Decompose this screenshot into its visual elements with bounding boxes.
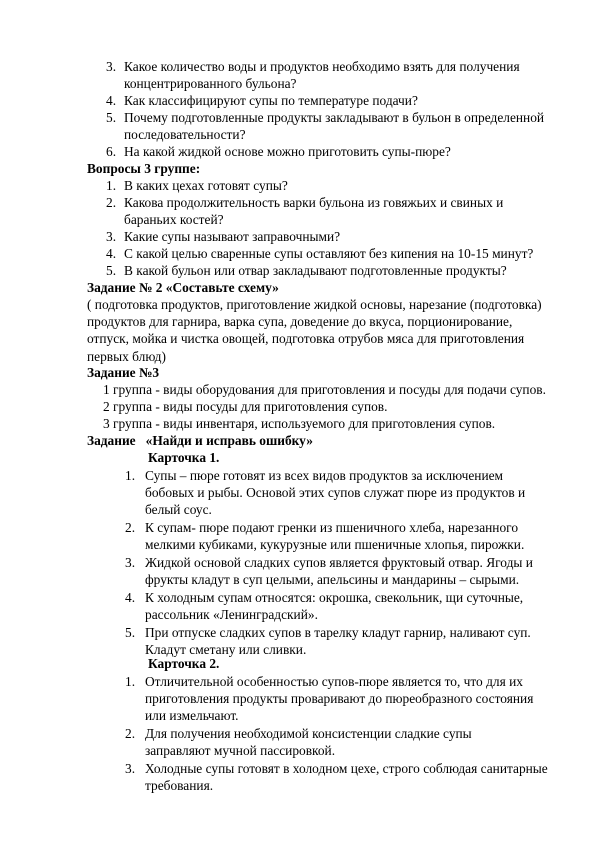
list-text: На какой жидкой основе можно приготовить супы-пюре?: [124, 144, 451, 159]
list-text: Холодные супы готовят в холодном цехе, строго соблюдая санитарные требования.: [145, 761, 548, 794]
list-item: [106, 262, 576, 279]
list-item: [125, 760, 565, 794]
list-text: Для получения необходимой консистенции сладкие супы заправляют мучной пассировкой.: [145, 726, 472, 759]
list-item: [106, 245, 576, 262]
list-number: 2.: [125, 726, 136, 741]
list-number: 1.: [106, 178, 117, 193]
list-item: [106, 58, 556, 92]
list-item: [125, 725, 525, 759]
list-item: [125, 589, 535, 623]
list-text: Отличительной особенностью супов-пюре является то, что для их приготовления продукты проваривают до пюреобразного состояния или измельчают.: [145, 674, 534, 724]
task4-heading: Задание «Найди и исправь ошибку»: [87, 433, 313, 448]
card1-heading: Карточка 1.: [148, 450, 220, 465]
list-text: Супы – пюре готовят из всех видов продуктов за исключением бобовых и рыбы. Основой этих супов служат пюре из продуктов и белый соус.: [145, 468, 526, 518]
list-text: К супам- пюре подают гренки из пшеничного хлеба, нарезанного мелкими кубиками, кукурузные или пшеничные хлопья, пирожки.: [145, 520, 525, 553]
card2-heading: Карточка 2.: [148, 656, 220, 671]
list-number: 4.: [106, 93, 117, 108]
list-number: 2.: [125, 520, 136, 535]
list-item: [106, 143, 556, 160]
task3-line: 1 группа - виды оборудования для приготовления и посуды для подачи супов.: [103, 382, 546, 397]
task2-heading: Задание № 2 «Составьте схему»: [87, 280, 279, 295]
list-text: Жидкой основой сладких супов является фруктовый отвар. Ягоды и фрукты кладут в суп целыми, апельсины и мандарины – сырыми.: [145, 555, 533, 588]
list-item: [125, 624, 555, 658]
list-number: 3.: [125, 761, 136, 776]
list-item: [125, 467, 545, 519]
task3-line: 3 группа - виды инвентаря, используемого для приготовления супов.: [103, 416, 496, 431]
task2-text: ( подготовка продуктов, приготовление жидкой основы, нарезание (подготовка) продуктов для гарнира, варка супа, доведение до вкуса, порционирование, отпуск, мойка и чистка овощей, подготовка отрубов мяса для приготовления первых блюд): [87, 297, 542, 364]
list-text: Какое количество воды и продуктов необходимо взять для получения концентрированного бульона?: [124, 59, 520, 92]
list-text: К холодным супам относятся: окрошка, свекольник, щи суточные, рассольник «Ленинградский».: [145, 590, 524, 623]
list-text: С какой целью сваренные супы оставляют без кипения на 10-15 минут?: [124, 246, 534, 261]
task3-line: 2 группа - виды посуды для приготовления супов.: [103, 399, 388, 414]
list-number: 4.: [125, 590, 136, 605]
list-number: 5.: [106, 263, 117, 278]
list-number: 3.: [106, 229, 117, 244]
list-text: В каких цехах готовят супы?: [124, 178, 288, 193]
list-number: 5.: [125, 625, 136, 640]
list-item: [106, 228, 556, 245]
list-number: 4.: [106, 246, 117, 261]
list-item: [106, 194, 536, 228]
list-number: 2.: [106, 195, 117, 210]
list-item: [125, 554, 545, 588]
list-number: 1.: [125, 468, 136, 483]
group3-heading: Вопросы 3 группе:: [87, 161, 201, 176]
list-text: Почему подготовленные продукты закладывают в бульон в определенной последовательности?: [124, 110, 545, 143]
list-item: [125, 673, 545, 725]
list-text: Какие супы называют заправочными?: [124, 229, 341, 244]
list-item: [106, 109, 556, 143]
list-text: Как классифицируют супы по температуре подачи?: [124, 93, 418, 108]
list-item: [125, 519, 545, 553]
list-number: 6.: [106, 144, 117, 159]
list-number: 3.: [106, 59, 117, 74]
list-number: 1.: [125, 674, 136, 689]
list-item: [106, 92, 556, 109]
list-item: [106, 177, 556, 194]
list-number: 5.: [106, 110, 117, 125]
list-text: При отпуске сладких супов в тарелку кладут гарнир, наливают суп. Кладут сметану или сливки.: [145, 625, 531, 658]
task3-heading: Задание №3: [87, 365, 160, 380]
list-number: 3.: [125, 555, 136, 570]
list-text: В какой бульон или отвар закладывают подготовленные продукты?: [124, 263, 507, 278]
list-text: Какова продолжительность варки бульона из говяжьих и свиных и бараньих костей?: [124, 195, 504, 228]
